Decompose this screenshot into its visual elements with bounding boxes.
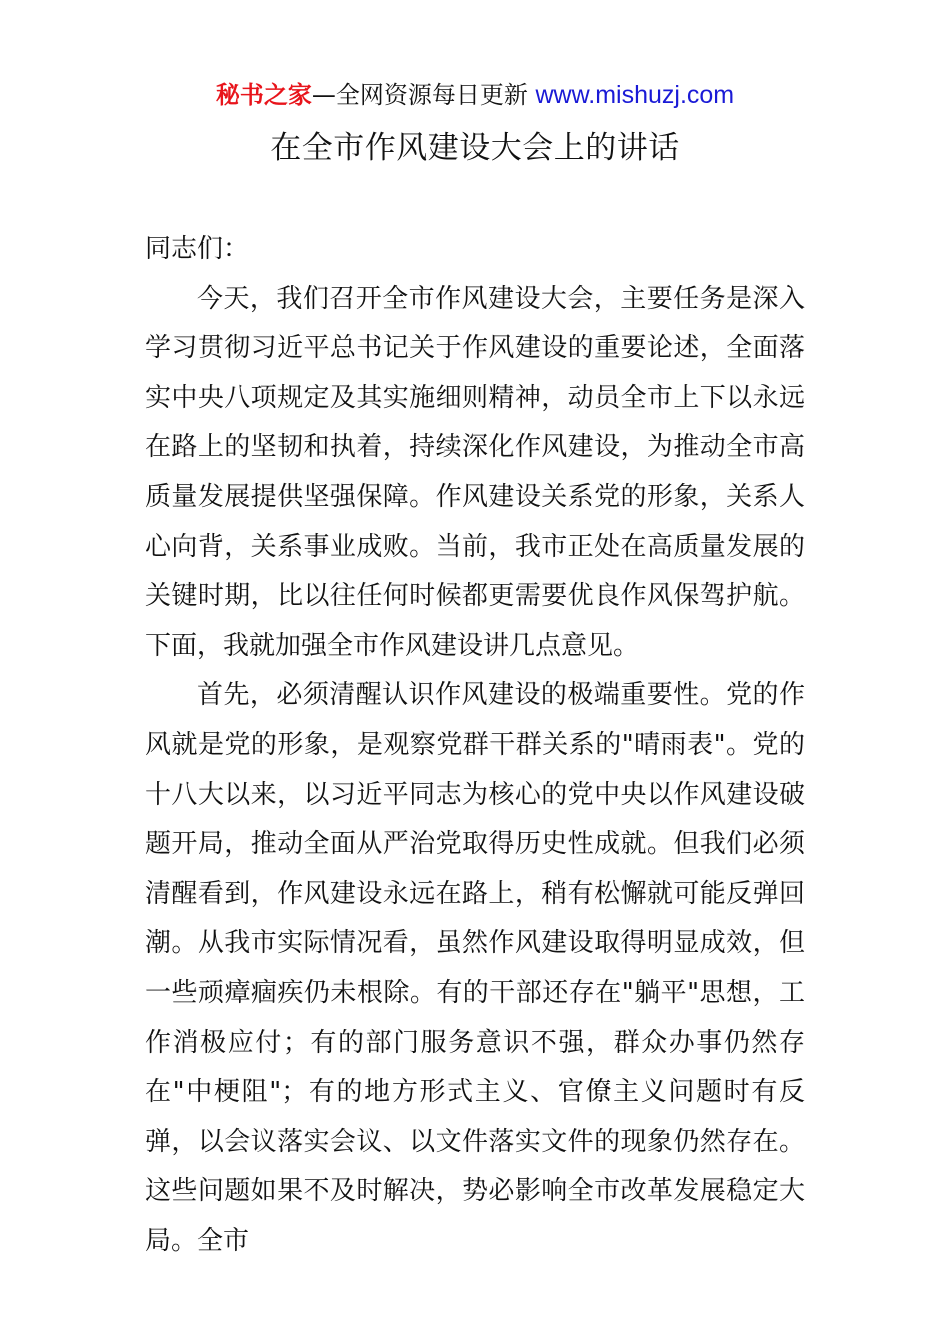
paragraph-intro: 今天，我们召开全市作风建设大会，主要任务是深入学习贯彻习近平总书记关于作风建设的重要论述，全面落实中央八项规定及其实施细则精神，动员全市上下以永远在路上的坚韧和执着，持续深化作风建设，为推动全市高质量发展提供坚强保障。作风建设关系党的形象，关系人心向背，关系事业成败。当前，我市正处在高质量发展的关键时期，比以往任何时候都更需要优良作风保驾护航。下面，我就加强全市作风建设讲几点意见。 [145,283,805,661]
brand-name: 秘书之家 [215,81,312,109]
salutation: 同志们： [145,234,250,264]
site-url-link[interactable]: www.mishuzj.com [535,81,735,109]
document-title: 在全市作风建设大会上的讲话 [270,130,680,166]
paragraph-first-point: 首先，必须清醒认识作风建设的极端重要性。党的作风就是党的形象，是观察党群干群关系的"晴雨表"。党的十八大以来，以习近平同志为核心的党中央以作风建设破题开局，推动全面从严治党取得历史性成就。但我们必须清醒看到，作风建设永远在路上，稍有松懈就可能反弹回潮。从我市实际情况看，虽然作风建设取得明显成效，但一些顽瘴痼疾仍未根除。有的干部还存在"躺平"思想，工作消极应付；有的部门服务意识不强，群众办事仍然存在"中梗阻"；有的地方形式主义、官僚主义问题时有反弹，以会议落实会议、以文件落实文件的现象仍然存在。这些问题如果不及时解决，势必影响全市改革发展稳定大局。全市 [145,680,805,1256]
header-tagline: —全网资源每日更新 [311,81,536,109]
document-body [145,225,805,1266]
site-header [0,78,950,112]
